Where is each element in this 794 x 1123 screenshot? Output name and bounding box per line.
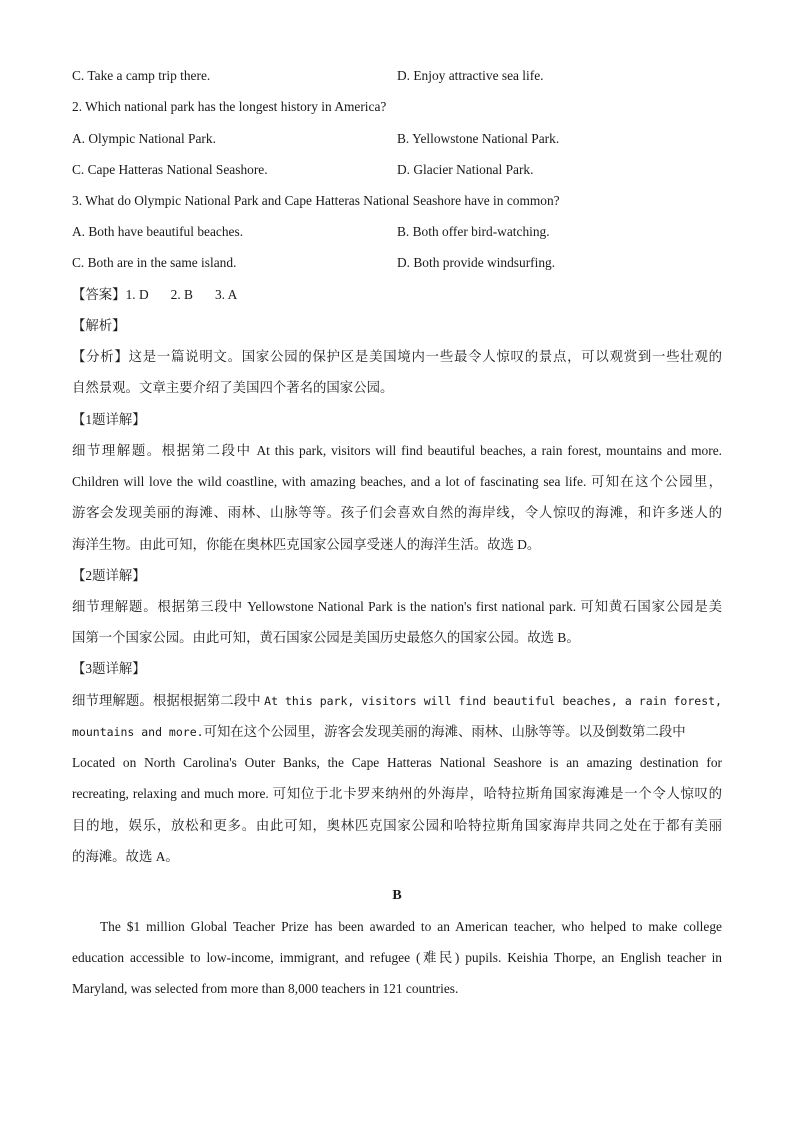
overview-line-1: 【分析】这是一篇说明文。国家公园的保护区是美国境内一些最令人惊叹的景点，可以观赏到一些壮观的	[72, 349, 722, 364]
q1-detail-line-1: 细节理解题。根据第二段中 At this park, visitors will find beautiful beaches, a rain forest, mountains and more.	[72, 443, 722, 458]
q2-option-a: A. Olympic National Park.	[72, 131, 216, 146]
q3-detail-line-3: Located on North Carolina's Outer Banks, the Cape Hatteras National Seashore is an amazing destination for	[72, 755, 722, 770]
q3-detail-line-6: 的海滩。故选 A。	[72, 849, 179, 864]
q3-option-c: C. Both are in the same island.	[72, 255, 237, 270]
answer-line	[72, 286, 237, 304]
q3-detail-heading: 【3题详解】	[72, 661, 146, 676]
q3-detail-line-2-cn: 可知在这个公园里，游客会发现美丽的海滩、雨林、山脉等等。以及倒数第二段中	[203, 724, 686, 739]
q1-detail-line-4: 海洋生物。由此可知，你能在奥林匹克国家公园享受迷人的海洋生活。故选 D。	[72, 537, 541, 552]
q1-detail-line-3: 游客会发现美丽的海滩、雨林、山脉等等。孩子们会喜欢自然的海岸线，令人惊叹的海滩，和许多迷人的	[72, 505, 722, 520]
answer-label: 【答案】	[72, 287, 126, 302]
q2-detail-heading: 【2题详解】	[72, 568, 146, 583]
q3-option-b: B. Both offer bird-watching.	[397, 224, 550, 239]
q2-option-c: C. Cape Hatteras National Seashore.	[72, 162, 268, 177]
q3-option-d: D. Both provide windsurfing.	[397, 255, 556, 270]
q3-detail-line-1-quote: At this park, visitors will find beautiful beaches, a rain forest,	[264, 694, 722, 708]
q3-stem: 3. What do Olympic National Park and Cape Hatteras National Seashore have in common?	[72, 193, 560, 208]
answer-3: 3. A	[214, 287, 238, 302]
analysis-label: 【解析】	[72, 318, 126, 333]
answer-1: 1. D	[125, 287, 149, 302]
overview-line-2: 自然景观。文章主要介绍了美国四个著名的国家公园。	[72, 380, 394, 395]
q3-detail-line-5: 目的地，娱乐，放松和更多。由此可知，奥林匹克国家公园和哈特拉斯角国家海岸共同之处在于都有美丽	[72, 818, 722, 833]
q2-stem: 2. Which national park has the longest history in America?	[72, 99, 387, 114]
q2-option-b: B. Yellowstone National Park.	[397, 131, 560, 146]
q3-detail-line-4: recreating, relaxing and much more. 可知位于北卡罗来纳州的外海岸，哈特拉斯角国家海滩是一个令人惊叹的	[72, 786, 722, 801]
q1-option-c: C. Take a camp trip there.	[72, 68, 211, 83]
q3-detail-line-1-cn: 细节理解题。根据根据第二段中	[72, 693, 261, 708]
q2-option-d: D. Glacier National Park.	[397, 162, 534, 177]
q1-detail-heading: 【1题详解】	[72, 412, 146, 427]
passage-b-line-1: The $1 million Global Teacher Prize has been awarded to an American teacher, who helped to make college	[100, 919, 722, 934]
q2-detail-line-2: 国第一个国家公园。由此可知，黄石国家公园是美国历史最悠久的国家公园。故选 B。	[72, 630, 580, 645]
q3-detail-line-2	[72, 723, 686, 741]
q1-option-d: D. Enjoy attractive sea life.	[397, 68, 544, 83]
q2-detail-line-1: 细节理解题。根据第三段中 Yellowstone National Park is the nation's first national park. 可知黄石国家公园是美	[72, 599, 722, 614]
q3-detail-line-2-quote: mountains and more.	[72, 725, 204, 739]
passage-b-line-2: education accessible to low-income, immigrant, and refugee (难民) pupils. Keishia Thorpe, an English teacher in	[72, 950, 722, 965]
answer-2: 2. B	[170, 287, 193, 302]
q3-option-a: A. Both have beautiful beaches.	[72, 224, 244, 239]
q1-detail-line-2: Children will love the wild coastline, with amazing beaches, and a lot of fascinating sea life. 可知在这个公园里，	[72, 474, 722, 489]
passage-b-line-3: Maryland, was selected from more than 8,000 teachers in 121 countries.	[72, 981, 459, 996]
q3-detail-line-1	[72, 692, 722, 710]
section-b-title: B	[392, 888, 402, 903]
